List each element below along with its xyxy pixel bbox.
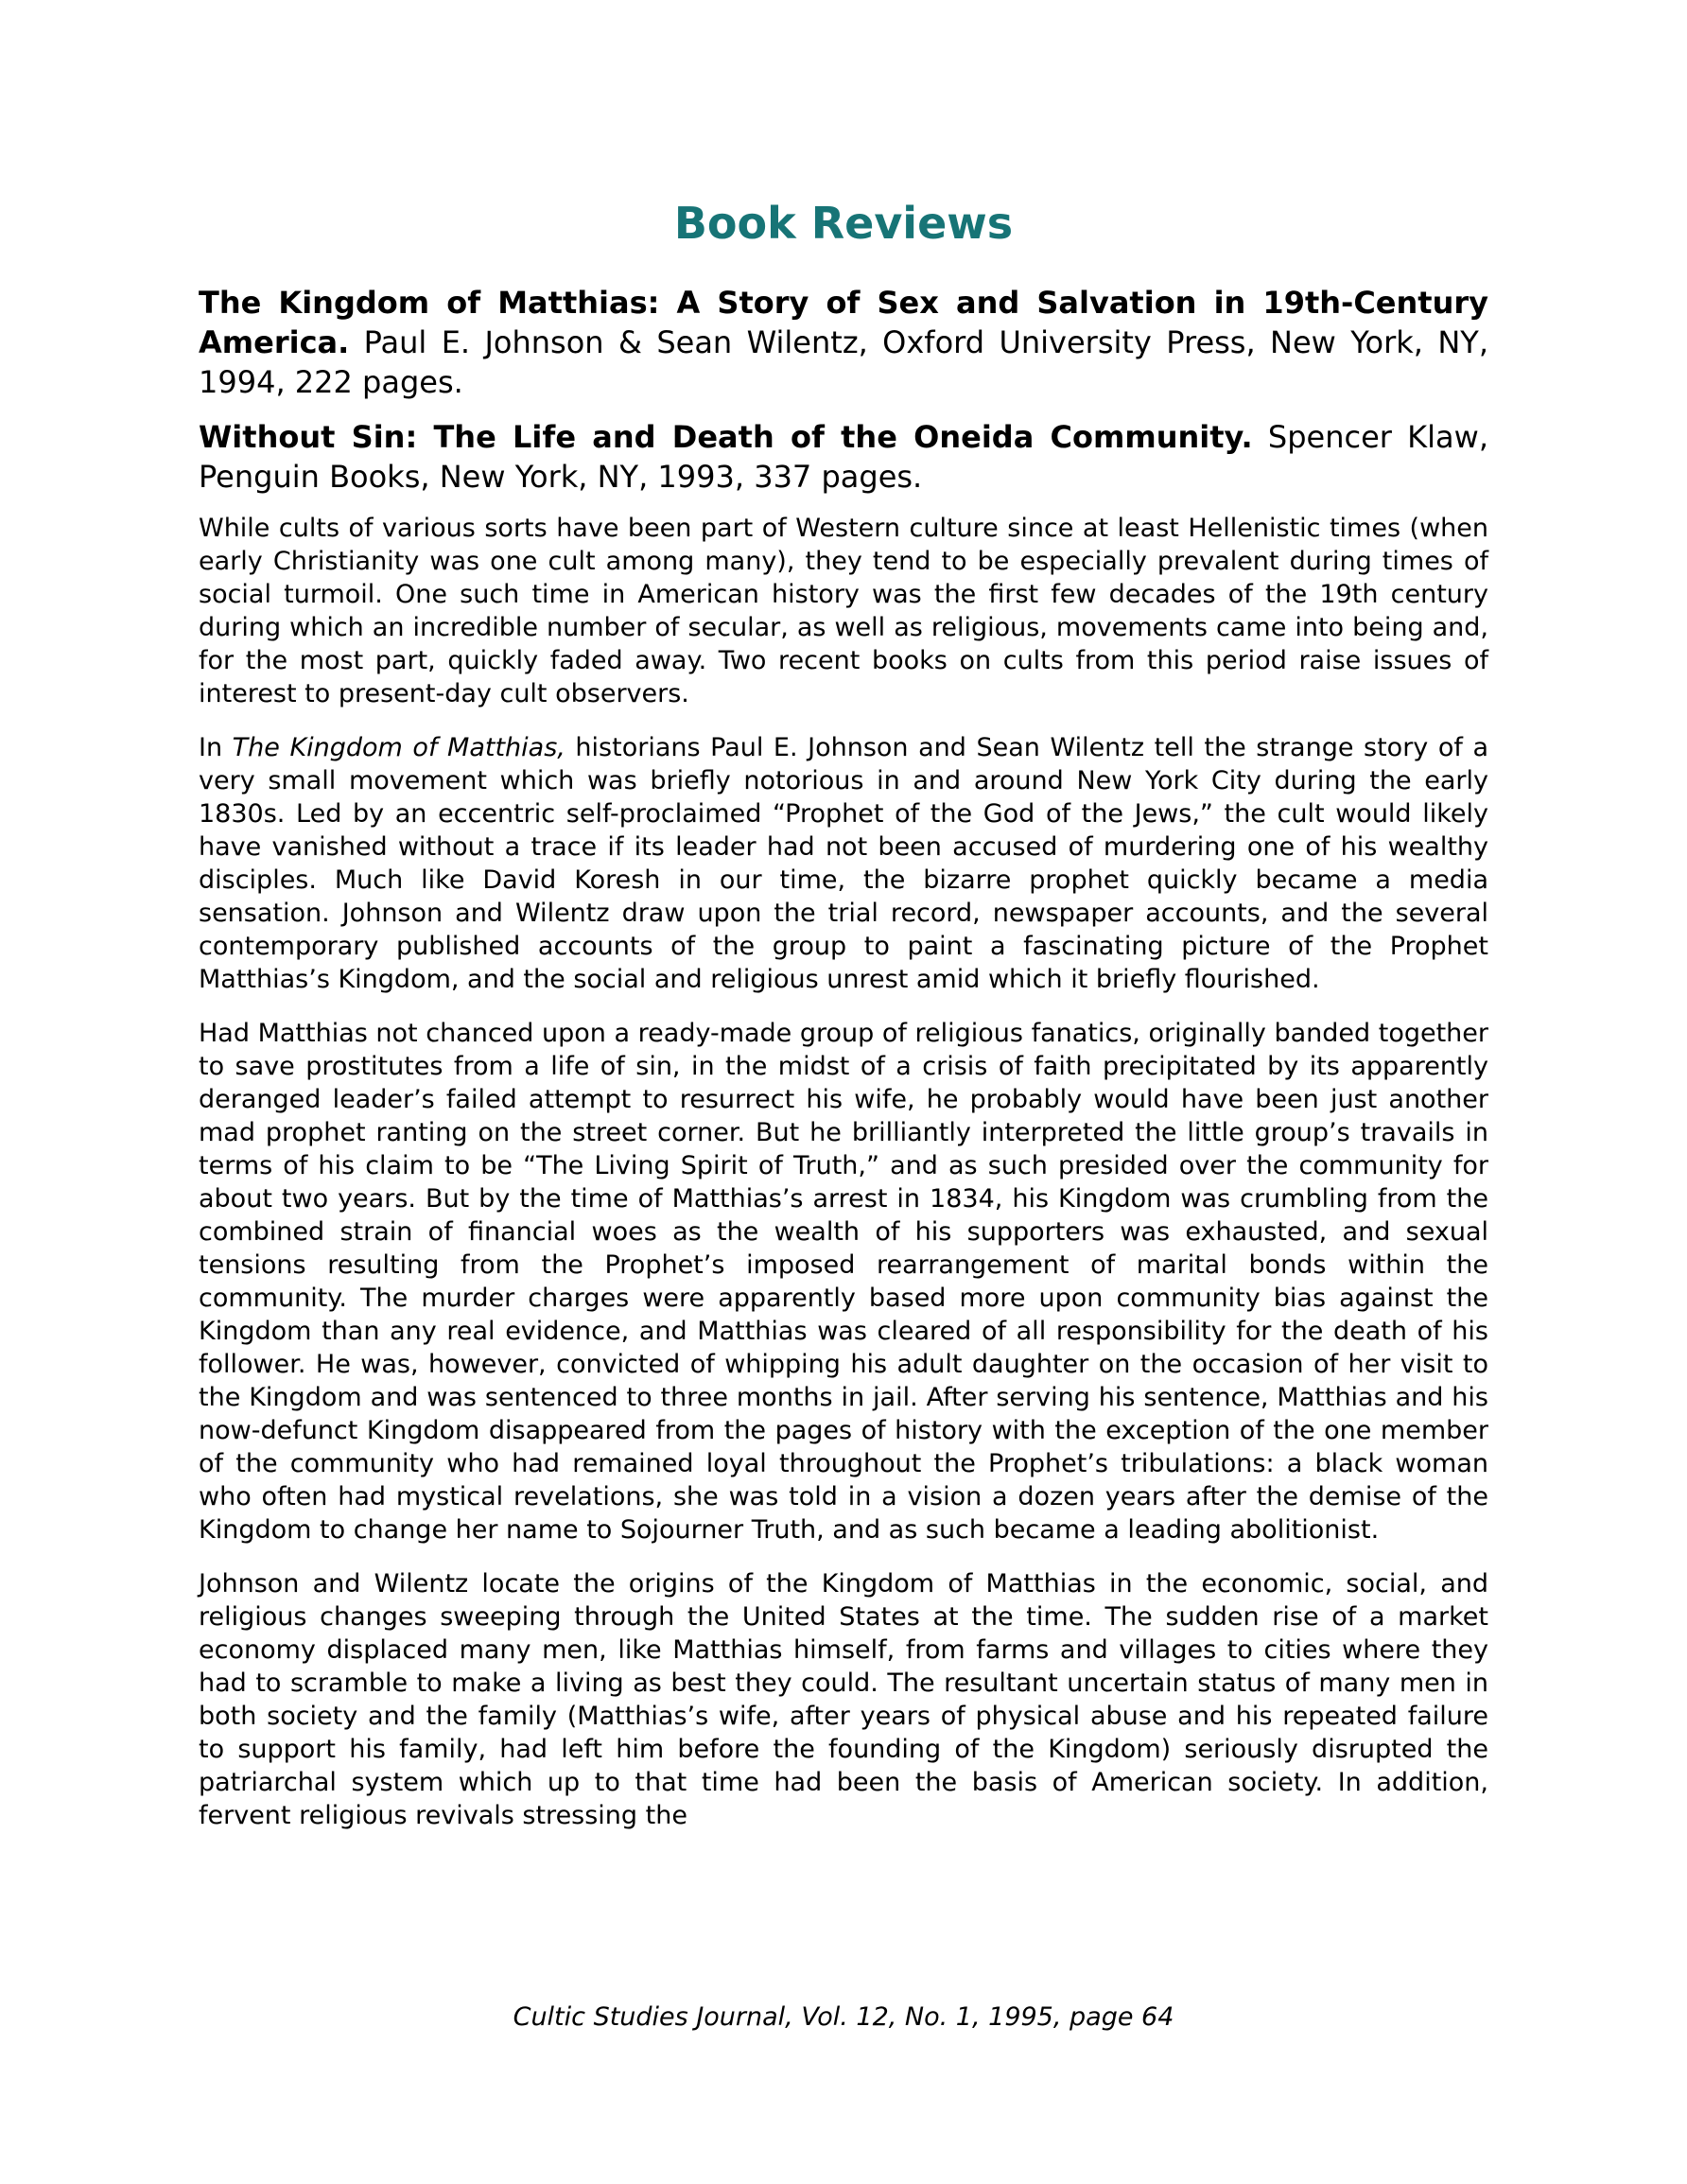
body-paragraph [199,1017,1488,1546]
text-segment: In [199,733,233,762]
citation-title: Without Sin: The Life and Death of the Oneida Community. [199,419,1253,455]
book-citation: The Kingdom of Matthias: A Story of Sex and Salvation in 19th-Century America. Paul E. Johnson & Sean Wilentz, Oxford University Press, New York, NY, 1994, 222 pages. [199,285,1488,400]
journal-footer: Cultic Studies Journal, Vol. 12, No. 1, 1995, page 64 [513,2002,1174,2032]
book-citation: Without Sin: The Life and Death of the Oneida Community. Spencer Klaw, Penguin Books, New York, NY, 1993, 337 pages. [199,419,1489,495]
text-segment: Johnson and Wilentz locate the origins of the Kingdom of Matthias in the economic, social, and religious changes sweeping through the United States at the time. The sudden rise of a market economy displaced many men, like Matthias himself, from farms and villages to cities where they had to scramble to make a living as best they could. The resultant uncertain status of many men in both society and the family (Matthias’s wife, after years of physical abuse and his repeated failure to support his family, had left him before the founding of the Kingdom) seriously disrupted the patriarchal system which up to that time had been the basis of American society. In addition, fervent religious revivals stressing the [199,1569,1488,1830]
review-body [199,512,1488,1832]
italic-text-segment: The Kingdom of Matthias, [232,733,565,762]
text-segment: Had Matthias not chanced upon a ready-made group of religious fanatics, originally banded together to save prostitutes from a life of sin, in the midst of a crisis of faith precipitated by its apparently deranged leader’s failed attempt to resurrect his wife, he probably would have been just another mad prophet ranting on the street corner. But he brilliantly interpreted the little group’s travails in terms of his claim to be “The Living Spirit of Truth,” and as such presided over the community for about two years. But by the time of Matthias’s arrest in 1834, his Kingdom was crumbling from the combined strain of financial woes as the wealth of his supporters was exhausted, and sexual tensions resulting from the Prophet’s imposed rearrangement of marital bonds within the community. The murder charges were apparently based more upon community bias against the Kingdom than any real evidence, and Matthias was cleared of all responsibility for the death of his follower. He was, however, convicted of whipping his adult daughter on the occasion of her visit to the Kingdom and was sentenced to three months in jail. After serving his sentence, Matthias and his now-defunct Kingdom disappeared from the pages of history with the exception of the one member of the community who had remained loyal throughout the Prophet’s tribulations: a black woman who often had mystical revelations, she was told in a vision a dozen years after the demise of the Kingdom to change her name to Sojourner Truth, and as such became a leading abolitionist. [199,1019,1488,1545]
body-paragraph [199,1567,1488,1832]
text-segment: While cults of various sorts have been part of Western culture since at least Hellenistic times (when early Christianity was one cult among many), they tend to be especially prevalent during times of social turmoil. One such time in American history was the first few decades of the 19th century during which an incredible number of secular, as well as religious, movements came into being and, for the most part, quickly faded away. Two recent books on cults from this period raise issues of interest to present-day cult observers. [199,514,1488,708]
book-citations [199,283,1488,497]
text-segment: historians Paul E. Johnson and Sean Wilentz tell the strange story of a very small movement which was briefly notorious in and around New York City during the early 1830s. Led by an eccentric self-proclaimed “Prophet of the God of the Jews,” the cult would likely have vanished without a trace if its leader had not been accused of murdering one of his wealthy disciples. Much like David Koresh in our time, the bizarre prophet quickly became a media sensation. Johnson and Wilentz draw upon the trial record, newspaper accounts, and the several contemporary published accounts of the group to paint a fascinating picture of the Prophet Matthias’s Kingdom, and the social and religious unrest amid which it briefly flourished. [199,733,1488,994]
body-paragraph [199,512,1488,710]
body-paragraph [199,731,1488,996]
page-content [199,198,1489,1853]
page-title: Book Reviews [673,198,1014,249]
citation-title: The Kingdom of Matthias: A Story of Sex and Salvation in 19th-Century America. [199,285,1488,360]
